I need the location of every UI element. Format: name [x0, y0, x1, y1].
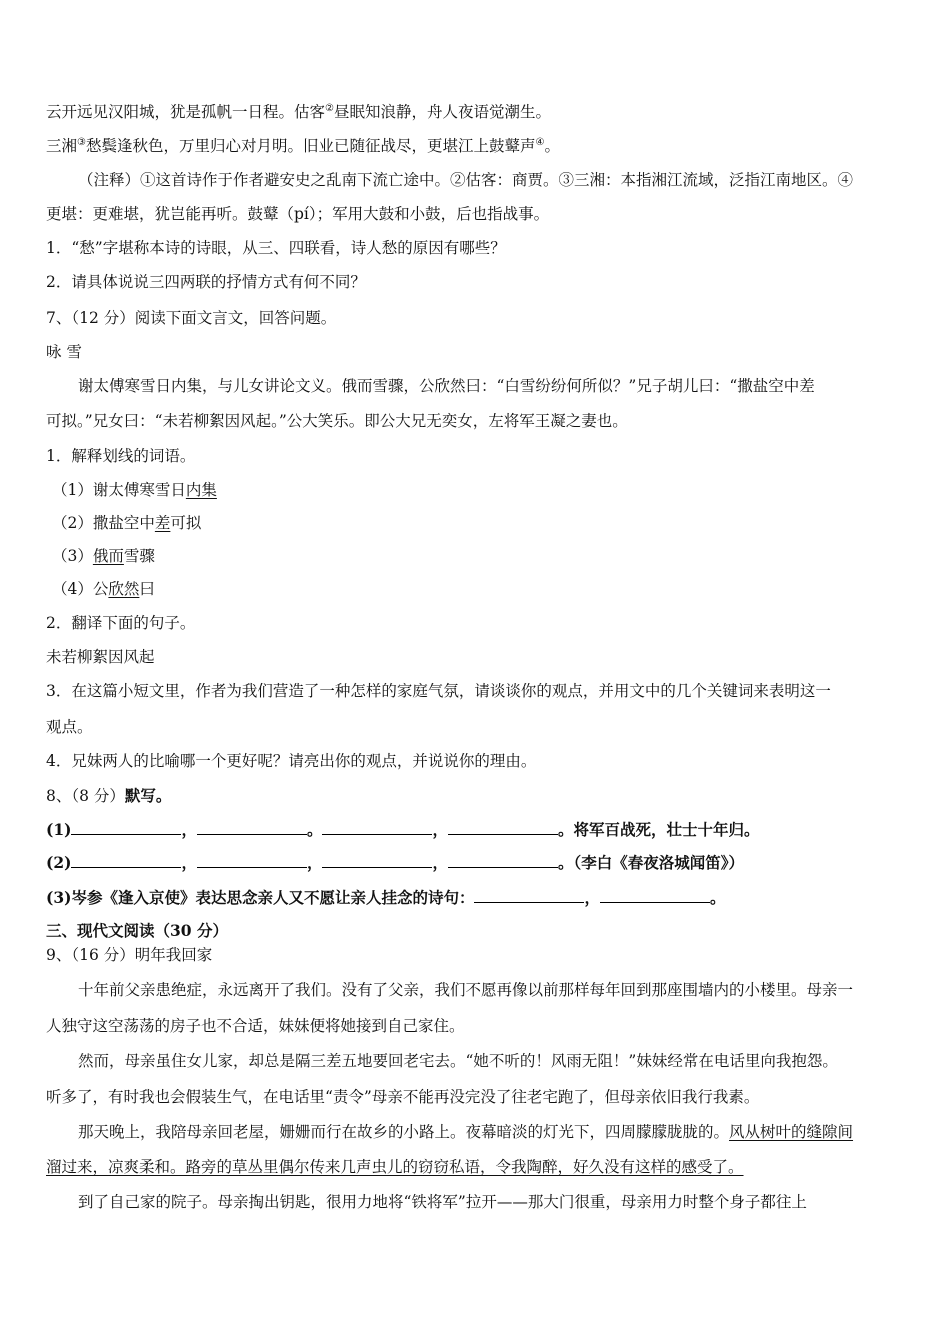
q7-translate-sentence: 未若柳絮因风起: [46, 648, 155, 666]
q7-subquestion-3-line-1: 3．在这篇小短文里，作者为我们营造了一种怎样的家庭气氛，请谈谈你的观点，并用文中的几个关键词来表明这一: [46, 682, 831, 700]
q9-paragraph-3-line-1: 那天晚上，我陪母亲回老屋，姗姗而行在故乡的小路上。夜幕暗淡的灯光下，四周朦朦胧胧的。风从树叶的缝隙间: [78, 1123, 854, 1141]
section-3-title: 三、现代文阅读（30 分）: [46, 921, 228, 940]
q7-item-2: （2）撒盐空中差可拟: [52, 514, 202, 532]
poem-note-line-1: （注释）①这首诗作于作者避安史之乱南下流亡途中。②估客：商贾。③三湘：本指湘江流域，泛指江南地区。④: [78, 171, 854, 189]
q7-item-4: （4）公欣然曰: [52, 580, 155, 598]
poem-line-2: 三湘③愁鬓逢秋色，万里归心对月明。旧业已随征战尽，更堪江上鼓鼙声④。: [46, 136, 560, 155]
q7-subquestion-4: 4．兄妹两人的比喻哪一个更好呢？请亮出你的观点，并说说你的理由。: [46, 752, 537, 770]
answer-blank[interactable]: [448, 853, 558, 868]
q9-paragraph-2-line-1: 然而，母亲虽住女儿家，却总是隔三差五地要回老宅去。“她不听的！风雨无阻！”妹妹经常在电话里向我抱怨。: [78, 1052, 838, 1070]
q9-paragraph-3-line-2: 溜过来，凉爽柔和。路旁的草丛里偶尔传来几声虫儿的窃窃私语，令我陶醉，好久没有这样的感受了。: [46, 1158, 744, 1176]
answer-blank[interactable]: [71, 820, 181, 835]
q8-line-3: (3)岑参《逢入京使》表达思念亲人又不愿让亲人挂念的诗句： ， 。: [46, 888, 726, 907]
poem-question-2: 2．请具体说说三四两联的抒情方式有何不同？: [46, 273, 366, 291]
q7-title: 咏 雪: [46, 343, 82, 361]
answer-blank[interactable]: [448, 820, 558, 835]
q7-text-line-1: 谢太傅寒雪日内集，与儿女讲论文义。俄而雪骤，公欣然曰：“白雪纷纷何所似？”兄子胡儿曰：“撒盐空中差: [78, 377, 815, 395]
answer-blank[interactable]: [71, 853, 181, 868]
q8-line-2: (2) ， ， ， 。（李白《春夜洛城闻笛》）: [46, 853, 745, 872]
answer-blank[interactable]: [600, 888, 710, 903]
poem-line-1: 云开远见汉阳城，犹是孤帆一日程。估客②昼眠知浪静，舟人夜语觉潮生。: [46, 102, 551, 121]
poem-question-1: 1．“愁”字堪称本诗的诗眼，从三、四联看，诗人愁的原因有哪些？: [46, 239, 506, 257]
q9-paragraph-1-line-1: 十年前父亲患绝症，永远离开了我们。没有了父亲，我们不愿再像以前那样每年回到那座围墙内的小楼里。母亲一: [78, 981, 854, 999]
q9-paragraph-1-line-2: 人独守这空荡荡的房子也不合适，妹妹便将她接到自己家住。: [46, 1017, 465, 1035]
q7-subquestion-2: 2．翻译下面的句子。: [46, 614, 196, 632]
q7-header: 7、（12 分）阅读下面文言文，回答问题。: [46, 309, 337, 327]
answer-blank[interactable]: [474, 888, 584, 903]
q8-line-1: (1) ， 。 ， 。将军百战死，壮士十年归。: [46, 820, 760, 839]
q7-text-line-2: 可拟。”兄女曰：“未若柳絮因风起。”公大笑乐。即公大兄无奕女，左将军王凝之妻也。: [46, 412, 628, 430]
q9-header: 9、（16 分）明年我回家: [46, 946, 213, 964]
q9-paragraph-4-line-1: 到了自己家的院子。母亲掏出钥匙，很用力地将“铁将军”拉开——那大门很重，母亲用力时整个身子都往上: [78, 1193, 807, 1211]
answer-blank[interactable]: [197, 820, 307, 835]
q8-header: 8、（8 分）默写。: [46, 786, 172, 805]
answer-blank[interactable]: [322, 820, 432, 835]
q7-subquestion-1: 1．解释划线的词语。: [46, 447, 196, 465]
q7-item-3: （3）俄而雪骤: [52, 547, 155, 565]
answer-blank[interactable]: [322, 853, 432, 868]
answer-blank[interactable]: [197, 853, 307, 868]
q7-subquestion-3-line-2: 观点。: [46, 718, 93, 736]
q9-paragraph-2-line-2: 听多了，有时我也会假装生气，在电话里“责令”母亲不能再没完没了往老宅跑了，但母亲依旧我行我素。: [46, 1088, 760, 1106]
q7-item-1: （1）谢太傅寒雪日内集: [52, 481, 217, 499]
poem-note-line-2: 更堪：更难堪，犹岂能再听。鼓鼙（pí）；军用大鼓和小鼓，后也指战事。: [46, 205, 550, 223]
